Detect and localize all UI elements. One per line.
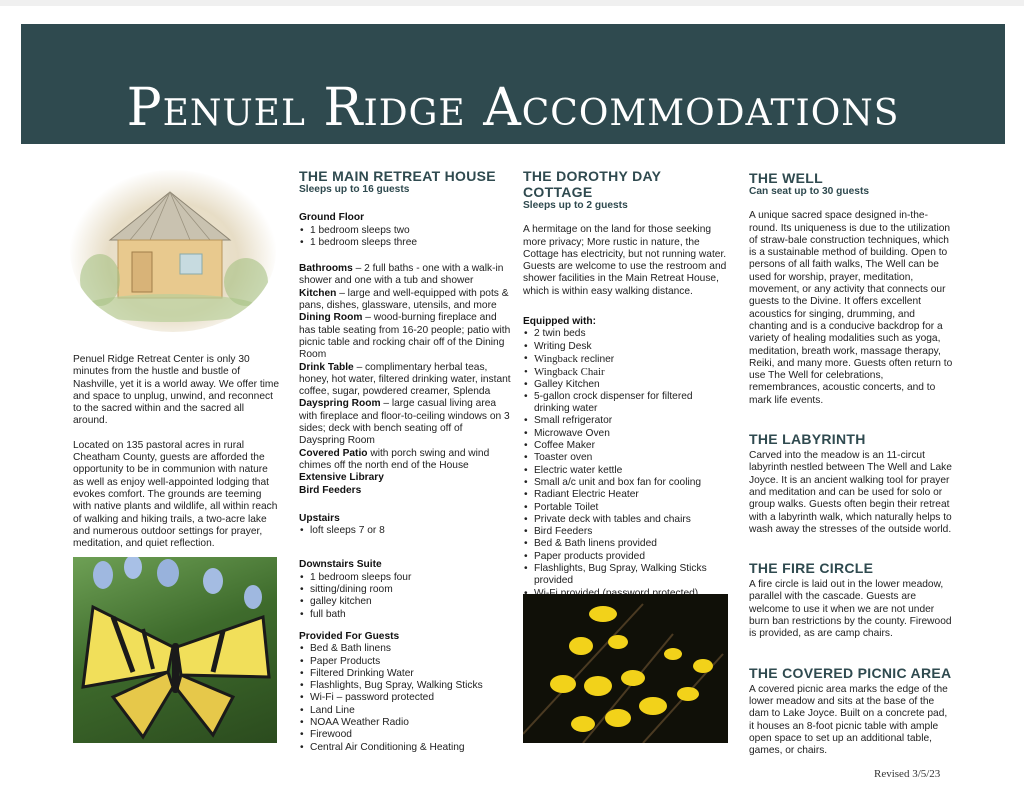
provided-label: Provided For Guests [299,630,400,642]
main-house-subtitle: Sleeps up to 16 guests [299,184,410,195]
list-item [534,353,727,366]
ground-floor-list [299,225,511,250]
list-item: • Paper products provided [534,551,727,563]
recliner-word: recliner [577,353,615,365]
list-item: • Writing Desk [534,341,727,353]
list-item: • 5-gallon crock dispenser for filtered drinking water [534,391,727,416]
kitchen-text: – large and well-equipped with pots & pans, dishes, glassware, utensils, and more [299,287,509,312]
list-item: • Private deck with tables and chairs [534,514,727,526]
main-house-column [299,168,511,754]
patio-label: Covered Patio [299,447,368,459]
right-column [749,170,953,757]
equipped-label: Equipped with: [523,316,596,328]
patio-text: with porch swing and wind chimes off the north end of the House [299,447,490,471]
title-banner [21,24,1005,144]
list-item: • Land Line [310,705,511,717]
intro-column [73,354,281,550]
bathrooms-text: – 2 full baths - one with a walk-in shower and one with a tub and shower [299,263,504,287]
list-item: • Firewood [310,729,511,741]
ground-floor-label: Ground Floor [299,212,365,224]
list-item: • Small a/c unit and box fan for cooling [534,477,727,489]
dayspring-label: Dayspring Room [299,398,381,410]
downstairs-list [299,572,511,621]
list-item: • Microwave Oven [534,428,727,440]
page-top-strip [0,0,1024,6]
revised-date: Revised 3/5/23 [874,768,941,780]
list-item: • galley kitchen [310,596,511,608]
picnic-title: THE COVERED PICNIC AREA [749,664,952,681]
dining-entry [299,312,511,361]
list-item: • Radiant Electric Heater [534,489,727,501]
list-item: • loft sleeps 7 or 8 [310,525,511,537]
list-item: • Flashlights, Bug Spray, Walking Sticks [310,680,511,692]
fire-circle-title: THE FIRE CIRCLE [749,560,874,577]
list-item: • Portable Toilet [534,502,727,514]
list-item: • Filtered Drinking Water [310,668,511,680]
wingback-word: Wingback [534,352,578,365]
forsythia-photo [523,594,728,743]
well-text: A unique sacred space designed in-the-round. Its uniqueness is due to the utilization of straw-bale construction techniques, which is a sustainable method of building. Open to persons of all faith walks, The Well can be used for worship, prayer, meditation, movement, or any activity that connects our guests to the Divine. It offers excellent acoustics for singing, drumming, and chanting and is a conducive backdrop for a variety of healing modalities such as yoga, meditation, breath work, massage therapy, Reiki, and many more. Guests often return to use The Well for celebrations, remembrances, acoustic concerts, and to mark life events. [749,210,953,406]
dayspring-entry [299,398,511,447]
labyrinth-title: THE LABYRINTH [749,431,866,448]
kitchen-label: Kitchen [299,287,337,299]
dayspring-text: – large casual living area with fireplace and floor-to-ceiling windows on 3 sides; deck with bench seating off of Dayspring Room [299,398,510,447]
cottage-title: THE DOROTHY DAY COTTAGE [523,168,662,200]
intro-paragraph-2: Located on 135 pastoral acres in rural Cheatham County, guests are afforded the opportunity to be in communion with nature as well as enjoy well-appointed lodging that evokes comfort. The grounds are teeming with native plants and wildlife, all within reach of walking and hiking trails, a two-acre lake and numerous outdoor settings for prayer, meditation, and quiet reflection. [73,439,278,550]
list-item: • Small refrigerator [534,415,727,427]
fire-circle-text: A fire circle is laid out in the lower meadow, parallel with the cascade. Guests are welcome to use it when we are not under burn ban restrictions by the county. Firewood is provided, as are camp chairs. [749,579,952,640]
bathrooms-label: Bathrooms [299,263,353,275]
list-item: • Galley Kitchen [534,379,727,391]
list-item: • 1 bedroom sleeps four [310,572,511,584]
provided-list [299,643,511,754]
bathrooms-entry [299,263,511,288]
drink-entry [299,362,511,399]
cottage-watercolor-image [70,170,276,332]
page-title: Penuel Ridge Accommodations [126,78,900,138]
list-item: • 1 bedroom sleeps three [310,237,511,249]
drink-label: Drink Table [299,361,354,373]
cottage-description: A hermitage on the land for those seeking more privacy; More rustic in nature, the Cottage has electricity, but not running water. Guests are welcome to use the restroom and shower facilities in the Main Retreat House, which is within easy walking distance. [523,224,727,297]
list-item: • Central Air Conditioning & Heating [310,742,511,754]
cottage-column [523,168,727,600]
butterfly-photo [73,557,277,743]
list-item: • Bird Feeders [534,526,727,538]
drink-text: – complimentary herbal teas, honey, hot water, filtered drinking water, instant coffee, sugar, powdered creamer, Splenda [299,361,511,398]
upstairs-label: Upstairs [299,512,340,524]
list-item: • Electric water kettle [534,465,727,477]
list-item: • 1 bedroom sleeps two [310,225,511,237]
list-item: • Coffee Maker [534,440,727,452]
patio-entry [299,448,511,473]
picnic-text: A covered picnic area marks the edge of the lower meadow and sits at the base of the dam to Lake Joyce. Built on a concrete pad, it houses an 8-foot picnic table with ample open space to set up an additional table, games, or chairs. [749,683,948,757]
main-house-title: THE MAIN RETREAT HOUSE [299,168,496,184]
labyrinth-text: Carved into the meadow is an 11-circut labyrinth nestled between The Well and Lake Joyce. It is an ancient walking tool for prayer and meditation and can be used for solo or group walks. Guests often begin their retreat with a labyrinth walk, which naturally helps to wash away the stresses of the outside world. [749,450,952,535]
list-item: • full bath [310,609,511,621]
list-item: • sitting/dining room [310,584,511,596]
feeders-label: Bird Feeders [299,484,362,496]
list-item: • Wingback Chair [534,366,727,378]
library-label: Extensive Library [299,472,384,484]
list-item: • 2 twin beds [534,328,727,340]
list-item: • Flashlights, Bug Spray, Walking Sticks provided [534,563,727,588]
equipped-list [523,328,727,600]
kitchen-entry [299,288,511,313]
list-item: • Bed & Bath linens provided [534,538,727,550]
dining-text: – wood-burning fireplace and has table seating from 16-20 people; patio with picnic table and rocking chair off of the Dining Room [299,312,511,361]
well-title: THE WELL [749,170,823,186]
upstairs-list [299,525,511,537]
list-item: • Toaster oven [534,452,727,464]
dining-label: Dining Room [299,312,363,324]
list-item: • NOAA Weather Radio [310,717,511,729]
downstairs-label: Downstairs Suite [299,559,382,571]
cottage-subtitle: Sleeps up to 2 guests [523,200,628,211]
list-item: • Wi-Fi – password protected [310,692,511,704]
well-subtitle: Can seat up to 30 guests [749,186,870,197]
intro-paragraph-1: Penuel Ridge Retreat Center is only 30 minutes from the hustle and bustle of Nashville, yet it is a world away. We offer time and space to unplug, unwind, and reconnect to the sacred within and the sacred all around. [73,354,280,427]
list-item: • Bed & Bath linens [310,643,511,655]
list-item: • Paper Products [310,656,511,668]
